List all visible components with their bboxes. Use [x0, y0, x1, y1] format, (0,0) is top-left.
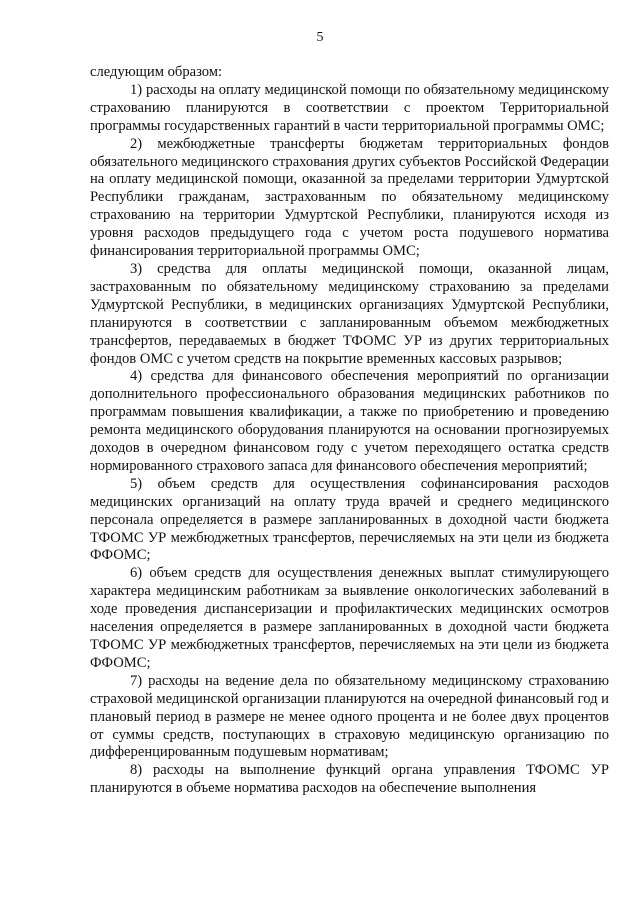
- paragraph-item-4: 4) средства для финансового обеспечения мероприятий по организации дополнительного профессионального образования медицинских работников по программам повышения квалификации, а также по приобретению и проведению ремонта медицинского оборудования планируются на основании прогнозируемых доходов в очередном финансовом году с учетом переходящего остатка средств нормированного страхового запаса для финансового обеспечения мероприятий;: [90, 368, 609, 474]
- paragraph-item-6: 6) объем средств для осуществления денежных выплат стимулирующего характера медицинским работникам за выявление онкологических заболеваний в ходе проведения диспансеризации и профилактических медицинских осмотров населения определяется в размере запланированных в доходной части бюджета ТФОМС УР межбюджетных трансфертов, перечисляемых на эти цели из бюджета ФФОМС;: [90, 565, 609, 671]
- paragraph-item-8: 8) расходы на выполнение функций органа управления ТФОМС УР планируются в объеме норматива расходов на обеспечение выполнения: [90, 762, 609, 797]
- paragraph-item-3: 3) средства для оплаты медицинской помощи, оказанной лицам, застрахованным по обязательному медицинскому страхованию за пределами Удмуртской Республики, в медицинских организациях Удмуртской Республики, планируются в соответствии с запланированным объемом межбюджетных трансфертов, передаваемых в бюджет ТФОМС УР из других территориальных фондов ОМС с учетом средств на покрытие временных кассовых разрывов;: [90, 260, 609, 367]
- paragraph-item-1: 1) расходы на оплату медицинской помощи по обязательному медицинскому страхованию планируются в соответствии с проектом Территориальной программы государственных гарантий в части территориальной программы ОМС;: [90, 81, 609, 134]
- paragraph-item-5: 5) объем средств для осуществления софинансирования расходов медицинских организаций на оплату труда врачей и среднего медицинского персонала определяется в размере запланированных в доходной части бюджета ТФОМС УР межбюджетных трансфертов, перечисляемых на эти цели из бюджета ФФОМС;: [90, 475, 609, 564]
- document-body: [90, 64, 609, 798]
- paragraph-intro: следующим образом:: [90, 64, 223, 80]
- paragraph-item-2: 2) межбюджетные трансферты бюджетам территориальных фондов обязательного медицинского страхования других субъектов Российской Федерации на оплату медицинской помощи, оказанной за пределами территории Удмуртской Республики гражданам, застрахованным по обязательному медицинскому страхованию на территории Удмуртской Республики, планируются исходя из уровня расходов предыдущего года с учетом роста подушевого норматива финансирования территориальной программы ОМС;: [90, 135, 609, 260]
- paragraph-item-7: 7) расходы на ведение дела по обязательному медицинскому страхованию страховой медицинской организации планируются на очередной финансовый год и плановый период в размере не менее одного процента и не более двух процентов от суммы средств, поступающих в страховую медицинскую организацию по дифференцированным подушевым нормативам;: [90, 672, 609, 761]
- page-number: 5: [316, 30, 324, 45]
